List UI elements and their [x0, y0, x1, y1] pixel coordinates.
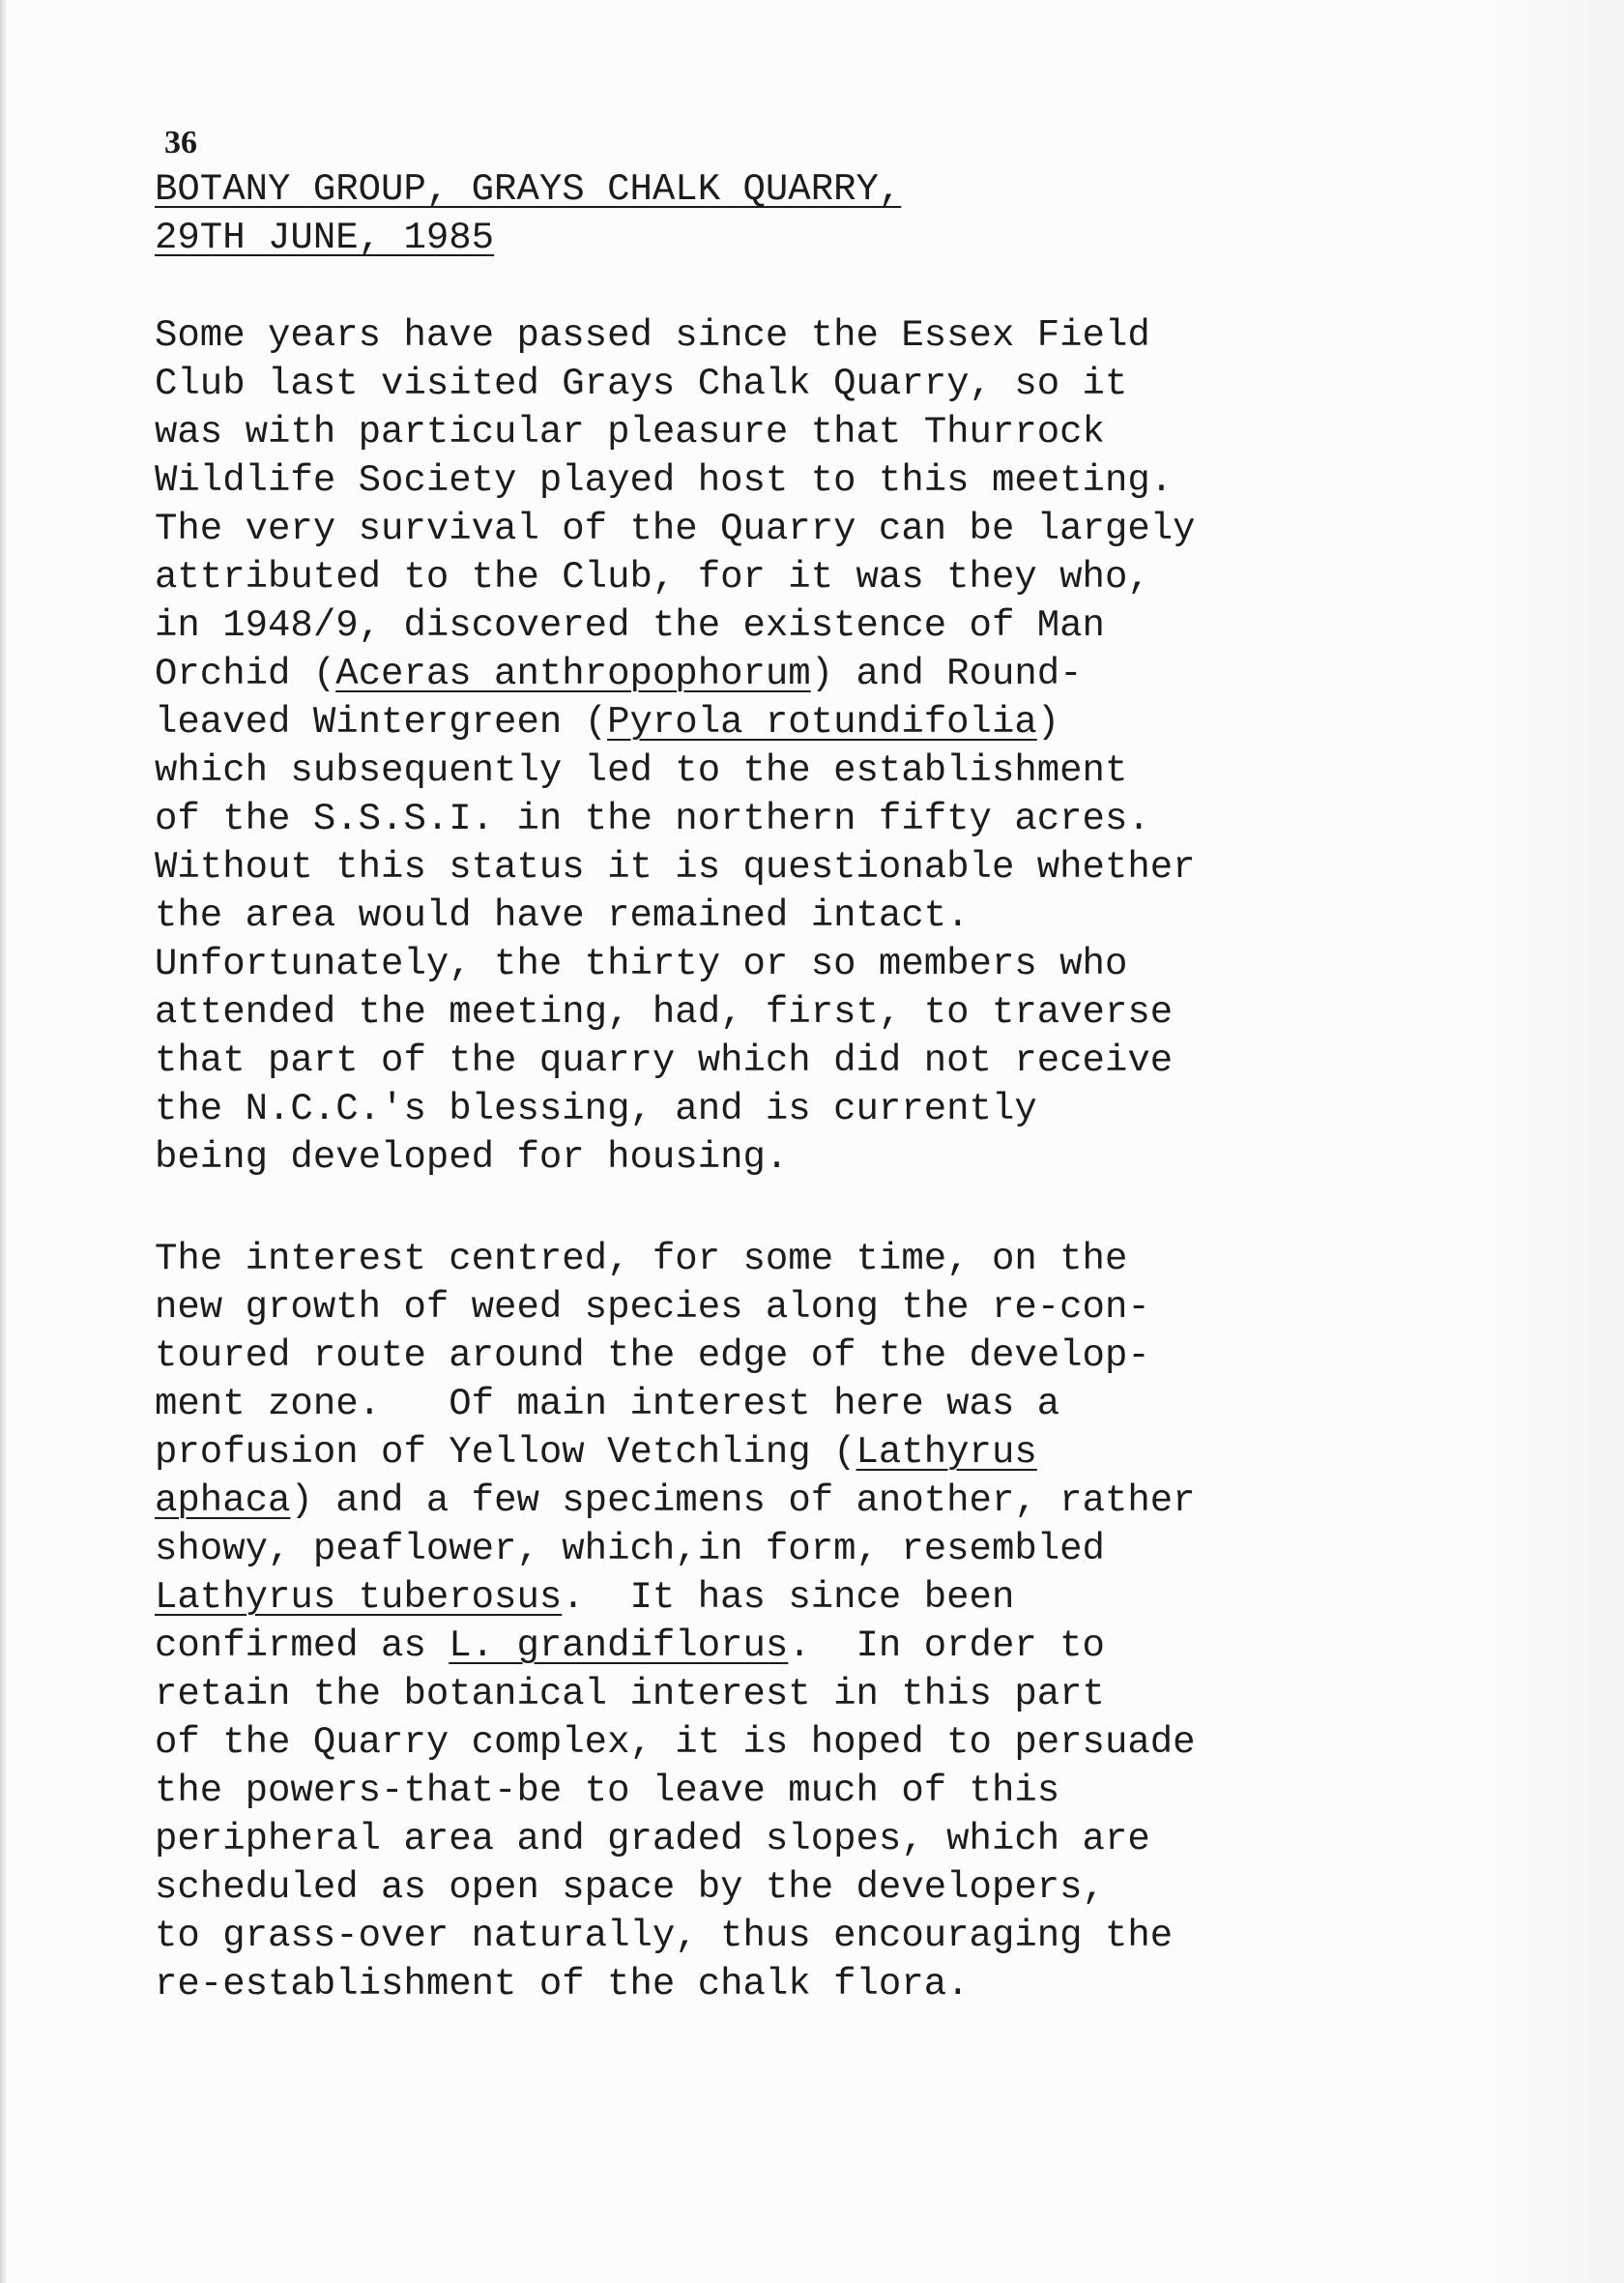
text-line — [155, 1332, 1196, 1380]
text-line — [155, 698, 1196, 746]
text-run: scheduled as open space by the developers, — [155, 1866, 1105, 1909]
text-line — [155, 1960, 1196, 2008]
text-line — [155, 1767, 1196, 1815]
text-run: Without this status it is questionable whether — [155, 846, 1196, 889]
text-run: re-establishment of the chalk flora. — [155, 1963, 970, 2005]
text-run: showy, peaflower, which,in form, resembled — [155, 1528, 1105, 1570]
bleed-through-shadow — [1479, 0, 1624, 2283]
text-run: Orchid ( — [155, 653, 336, 695]
text-line — [155, 1718, 1196, 1767]
text-run: attributed to the Club, for it was they who, — [155, 556, 1150, 599]
text-line — [155, 408, 1196, 456]
text-run: Wildlife Society played host to this meeting. — [155, 459, 1174, 502]
text-run: new growth of weed species along the re-con- — [155, 1286, 1150, 1329]
paragraph-1 — [155, 311, 1196, 1182]
text-line — [155, 505, 1196, 553]
text-run: profusion of Yellow Vetchling ( — [155, 1431, 856, 1474]
text-line — [155, 1622, 1196, 1670]
text-run: was with particular pleasure that Thurrock — [155, 411, 1105, 454]
text-run: . In order to — [788, 1624, 1105, 1667]
page-edge-shadow — [0, 0, 8, 2283]
text-line — [155, 553, 1196, 601]
text-run: Club last visited Grays Chalk Quarry, so it — [155, 363, 1128, 405]
text-line — [155, 360, 1196, 408]
text-line — [155, 892, 1196, 940]
text-line — [155, 650, 1196, 698]
text-line — [155, 1815, 1196, 1863]
text-run: being developed for housing. — [155, 1136, 789, 1179]
text-line — [155, 1085, 1196, 1133]
text-line — [155, 1670, 1196, 1718]
text-run: which subsequently led to the establishment — [155, 749, 1128, 792]
text-run: ) and Round- — [810, 653, 1083, 695]
text-line — [155, 795, 1196, 843]
text-line — [155, 1133, 1196, 1182]
text-line — [155, 1525, 1196, 1573]
species-name: Lathyrus tuberosus — [155, 1576, 563, 1619]
text-line — [155, 843, 1196, 892]
article-date-line: 29TH JUNE, 1985 — [155, 217, 495, 259]
text-line — [155, 746, 1196, 795]
text-run: toured route around the edge of the develop- — [155, 1334, 1150, 1377]
text-line — [155, 1235, 1196, 1283]
paragraph-2 — [155, 1235, 1196, 2008]
text-run: retain the botanical interest in this part — [155, 1673, 1105, 1715]
text-run: leaved Wintergreen ( — [155, 701, 608, 744]
text-line — [155, 456, 1196, 505]
text-run: the N.C.C.'s blessing, and is currently — [155, 1088, 1037, 1130]
text-run: of the Quarry complex, it is hoped to persuade — [155, 1721, 1196, 1764]
text-run: . It has since been — [562, 1576, 1015, 1619]
text-run: of the S.S.S.I. in the northern fifty acres. — [155, 798, 1150, 840]
text-line — [155, 1912, 1196, 1960]
text-line — [155, 1380, 1196, 1428]
text-run: the area would have remained intact. — [155, 894, 970, 937]
page-number: 36 — [164, 125, 197, 161]
text-run: in 1948/9, discovered the existence of Man — [155, 604, 1105, 647]
species-name: Pyrola rotundifolia — [607, 701, 1037, 744]
text-line — [155, 988, 1196, 1037]
text-run: attended the meeting, had, first, to traverse — [155, 991, 1174, 1034]
species-name: Lathyrus — [856, 1431, 1037, 1474]
text-run: peripheral area and graded slopes, which are — [155, 1818, 1150, 1860]
text-line — [155, 1283, 1196, 1332]
text-line — [155, 1037, 1196, 1085]
article-title-line-1: BOTANY GROUP, GRAYS CHALK QUARRY, — [155, 168, 902, 211]
text-line — [155, 601, 1196, 650]
text-run: the powers-that-be to leave much of this — [155, 1770, 1060, 1812]
species-name: aphaca — [155, 1479, 291, 1522]
text-line — [155, 1428, 1196, 1477]
text-run: ) — [1036, 701, 1060, 744]
text-line — [155, 1477, 1196, 1525]
text-line — [155, 1863, 1196, 1912]
text-run: ment zone. Of main interest here was a — [155, 1383, 1060, 1425]
text-run: The very survival of the Quarry can be largely — [155, 508, 1196, 550]
text-run: Unfortunately, the thirty or so members who — [155, 943, 1128, 985]
text-line — [155, 1573, 1196, 1622]
text-run: confirmed as — [155, 1624, 450, 1667]
text-line — [155, 311, 1196, 360]
text-run: to grass-over naturally, thus encouraging the — [155, 1915, 1174, 1957]
text-line — [155, 940, 1196, 988]
species-name: Aceras anthropophorum — [335, 653, 811, 695]
text-run: ) and a few specimens of another, rather — [290, 1479, 1196, 1522]
text-run: The interest centred, for some time, on the — [155, 1238, 1128, 1280]
text-run: Some years have passed since the Essex Field — [155, 314, 1150, 357]
species-name: L. grandiflorus — [449, 1624, 789, 1667]
text-run: that part of the quarry which did not receive — [155, 1039, 1174, 1082]
